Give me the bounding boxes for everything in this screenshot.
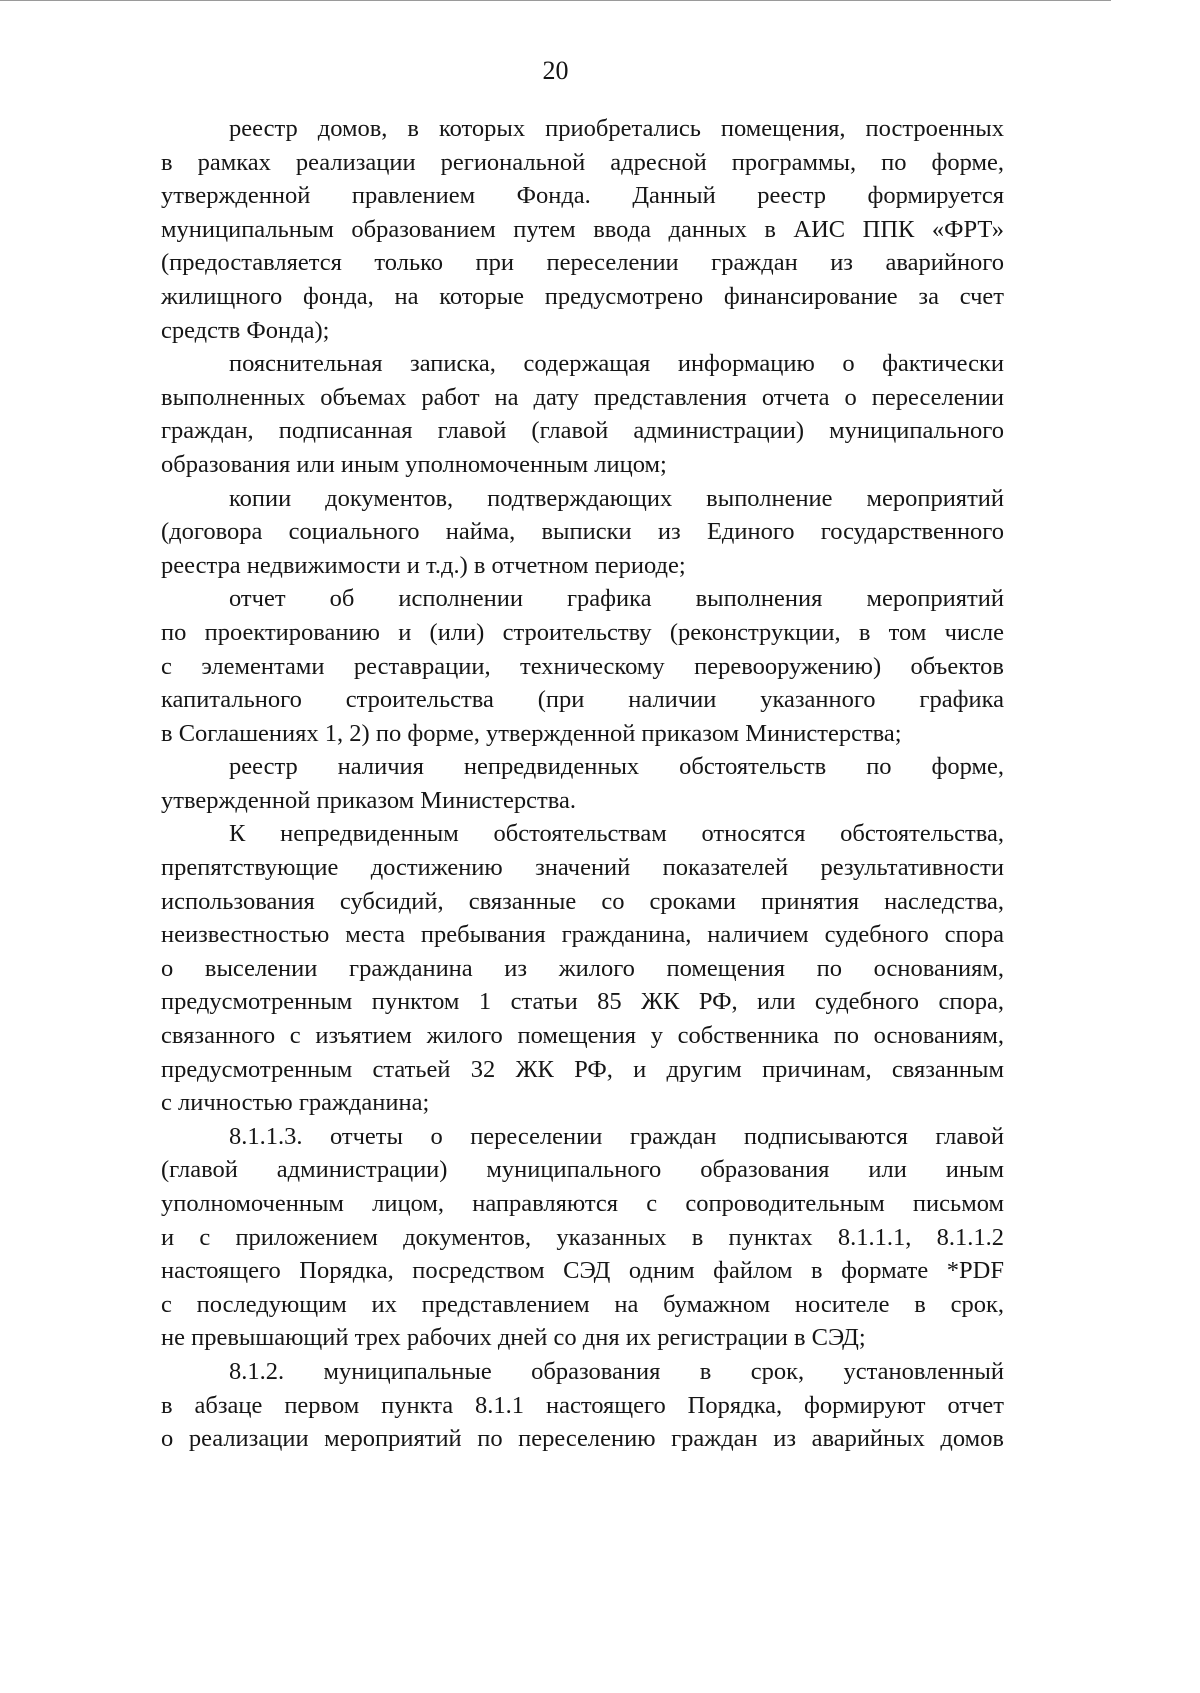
paragraph-document-copies bbox=[161, 482, 1004, 583]
text-line: предусмотренным пунктом 1 статьи 85 ЖК РФ, или судебного спора, bbox=[161, 988, 1004, 1016]
text-line: в рамках реализации региональной адресной программы, по форме, bbox=[161, 148, 1004, 176]
text-line: связанного с изъятием жилого помещения у собственника по основаниям, bbox=[161, 1022, 1004, 1050]
text-line: и с приложением документов, указанных в пунктах 8.1.1.1, 8.1.1.2 bbox=[161, 1223, 1004, 1251]
text-line: муниципальным образованием путем ввода данных в АИС ППК «ФРТ» bbox=[161, 215, 1004, 243]
text-line: с элементами реставрации, техническому перевооружению) объектов bbox=[161, 652, 1004, 680]
text-line: реестр наличия непредвиденных обстоятельств по форме, bbox=[229, 753, 1004, 781]
text-line: реестр домов, в которых приобретались помещения, построенных bbox=[229, 115, 1004, 142]
paragraph-8-1-1-3 bbox=[161, 1120, 1004, 1355]
text-line: в абзаце первом пункта 8.1.1 настоящего Порядка, формируют отчет bbox=[161, 1391, 1004, 1419]
text-line: (главой администрации) муниципального образования или иным bbox=[161, 1156, 1004, 1184]
text-line: капитального строительства (при наличии указанного графика bbox=[161, 686, 1004, 714]
text-line: предусмотренным статьей 32 ЖК РФ, и другим причинам, связанным bbox=[161, 1055, 1004, 1083]
text-line: (договора социального найма, выписки из Единого государственного bbox=[161, 518, 1004, 546]
paragraph-unforeseen-registry bbox=[161, 750, 1004, 817]
paragraph-unforeseen-definition bbox=[161, 817, 1004, 1119]
text-line: использования субсидий, связанные со сроками принятия наследства, bbox=[161, 887, 1004, 915]
text-line: утвержденной правлением Фонда. Данный реестр формируется bbox=[161, 182, 1004, 210]
text-line: 8.1.2. муниципальные образования в срок, установленный bbox=[229, 1357, 1004, 1385]
text-line: утвержденной приказом Министерства. bbox=[161, 786, 576, 814]
page-number: 20 bbox=[542, 56, 569, 85]
text-line: выполненных объемах работ на дату представления отчета о переселении bbox=[161, 383, 1004, 411]
text-line: граждан, подписанная главой (главой администрации) муниципального bbox=[161, 417, 1004, 445]
text-line: о выселении гражданина из жилого помещения по основаниям, bbox=[161, 954, 1004, 982]
text-line: уполномоченным лицом, направляются с сопроводительным письмом bbox=[161, 1190, 1004, 1217]
text-line: в Соглашениях 1, 2) по форме, утвержденной приказом Министерства; bbox=[161, 719, 902, 747]
text-line: (предоставляется только при переселении граждан из аварийного bbox=[161, 249, 1004, 277]
text-line: К непредвиденным обстоятельствам относятся обстоятельства, bbox=[229, 820, 1004, 848]
text-line: пояснительная записка, содержащая информацию о фактически bbox=[229, 350, 1004, 378]
text-line: образования или иным уполномоченным лицом; bbox=[161, 450, 667, 478]
text-line: средств Фонда); bbox=[161, 316, 330, 344]
paragraph-schedule-report bbox=[161, 582, 1004, 750]
text-line: копии документов, подтверждающих выполнение мероприятий bbox=[229, 484, 1004, 512]
text-line: настоящего Порядка, посредством СЭД одним файлом в формате *PDF bbox=[161, 1257, 1004, 1285]
document-body bbox=[161, 112, 1004, 1456]
text-line: отчет об исполнении графика выполнения мероприятий bbox=[229, 585, 1004, 613]
paragraph-house-registry bbox=[161, 112, 1004, 347]
paragraph-explanatory-note bbox=[161, 347, 1004, 481]
text-line: неизвестностью места пребывания гражданина, наличием судебного спора bbox=[161, 921, 1004, 949]
text-line: реестра недвижимости и т.д.) в отчетном периоде; bbox=[161, 551, 686, 579]
text-line: с последующим их представлением на бумажном носителе в срок, bbox=[161, 1290, 1004, 1318]
text-line: жилищного фонда, на которые предусмотрено финансирование за счет bbox=[161, 282, 1004, 310]
paragraph-8-1-2 bbox=[161, 1355, 1004, 1456]
text-line: не превышающий трех рабочих дней со дня их регистрации в СЭД; bbox=[161, 1324, 866, 1352]
text-line: о реализации мероприятий по переселению граждан из аварийных домов bbox=[161, 1425, 1004, 1453]
text-line: по проектированию и (или) строительству (реконструкции, в том числе bbox=[161, 618, 1004, 646]
text-line: 8.1.1.3. отчеты о переселении граждан подписываются главой bbox=[229, 1122, 1004, 1150]
text-line: препятствующие достижению значений показателей результативности bbox=[161, 854, 1004, 882]
text-line: с личностью гражданина; bbox=[161, 1089, 430, 1117]
